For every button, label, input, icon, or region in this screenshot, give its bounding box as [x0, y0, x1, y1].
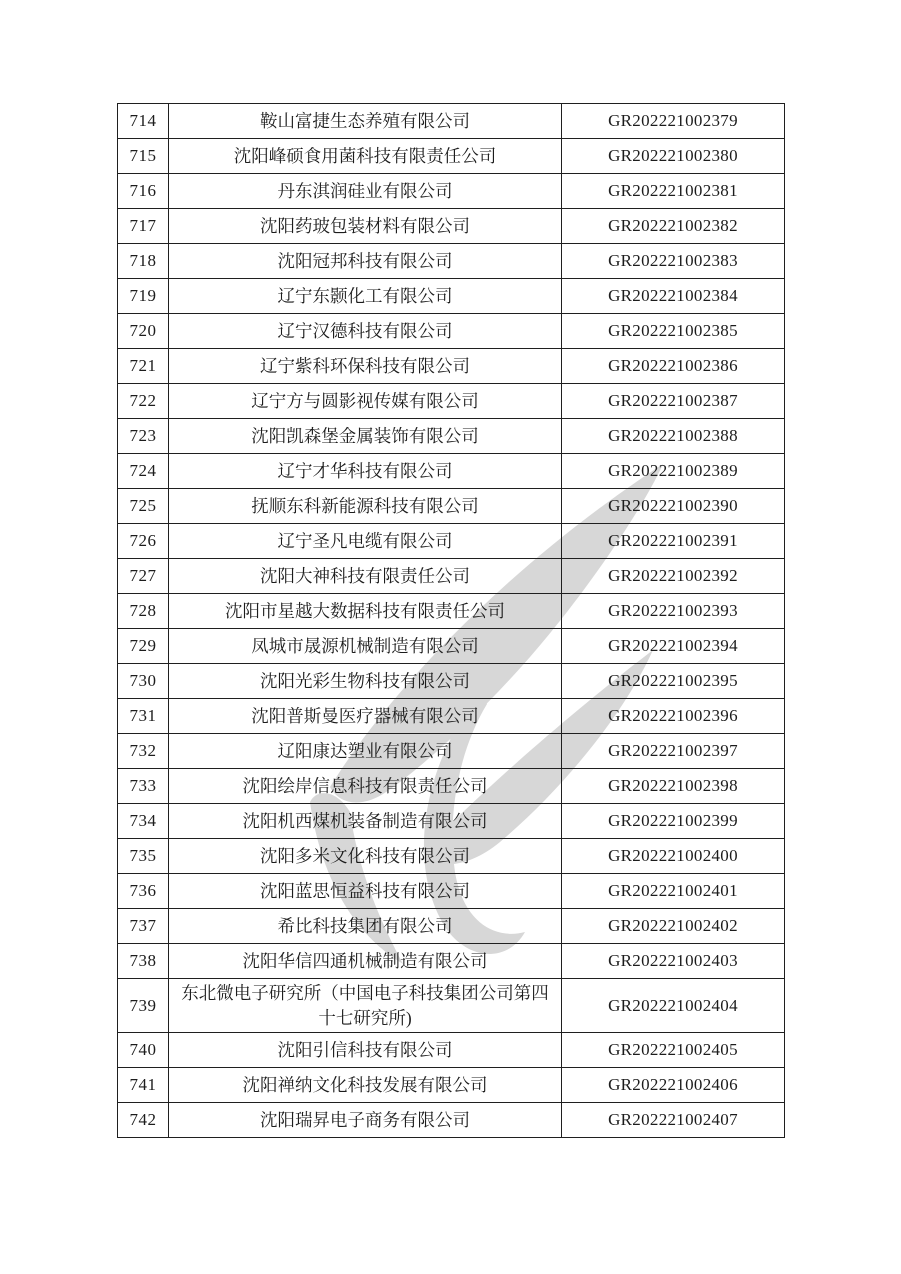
- table-row: [118, 594, 785, 629]
- row-serial-number: 734: [118, 804, 169, 839]
- row-serial-number: 720: [118, 314, 169, 349]
- company-name: 沈阳引信科技有限公司: [169, 1033, 562, 1068]
- company-name: 沈阳机西煤机装备制造有限公司: [169, 804, 562, 839]
- certificate-number: GR202221002382: [562, 209, 785, 244]
- row-serial-number: 736: [118, 874, 169, 909]
- certificate-number: GR202221002379: [562, 104, 785, 139]
- table-row: [118, 349, 785, 384]
- row-serial-number: 728: [118, 594, 169, 629]
- table-row: [118, 909, 785, 944]
- row-serial-number: 729: [118, 629, 169, 664]
- row-serial-number: 741: [118, 1068, 169, 1103]
- company-name: 沈阳市星越大数据科技有限责任公司: [169, 594, 562, 629]
- certificate-number: GR202221002395: [562, 664, 785, 699]
- company-certificate-table: [117, 103, 785, 1138]
- company-name: 东北微电子研究所（中国电子科技集团公司第四十七研究所): [169, 979, 562, 1033]
- company-name: 辽宁汉德科技有限公司: [169, 314, 562, 349]
- certificate-number: GR202221002384: [562, 279, 785, 314]
- table-row: [118, 734, 785, 769]
- row-serial-number: 727: [118, 559, 169, 594]
- table-row: [118, 139, 785, 174]
- row-serial-number: 718: [118, 244, 169, 279]
- table-row: [118, 804, 785, 839]
- row-serial-number: 719: [118, 279, 169, 314]
- row-serial-number: 723: [118, 419, 169, 454]
- company-name: 沈阳蓝思恒益科技有限公司: [169, 874, 562, 909]
- certificate-number: GR202221002405: [562, 1033, 785, 1068]
- company-name: 沈阳华信四通机械制造有限公司: [169, 944, 562, 979]
- table-row: [118, 769, 785, 804]
- table-row: [118, 279, 785, 314]
- company-name: 沈阳冠邦科技有限公司: [169, 244, 562, 279]
- table-row: [118, 944, 785, 979]
- table-row: [118, 664, 785, 699]
- company-name: 沈阳瑞昇电子商务有限公司: [169, 1103, 562, 1138]
- company-name: 丹东淇润硅业有限公司: [169, 174, 562, 209]
- company-name: 沈阳禅纳文化科技发展有限公司: [169, 1068, 562, 1103]
- company-name: 辽宁东颢化工有限公司: [169, 279, 562, 314]
- certificate-number: GR202221002386: [562, 349, 785, 384]
- row-serial-number: 731: [118, 699, 169, 734]
- table-row: [118, 979, 785, 1033]
- certificate-number: GR202221002388: [562, 419, 785, 454]
- row-serial-number: 724: [118, 454, 169, 489]
- row-serial-number: 725: [118, 489, 169, 524]
- certificate-number: GR202221002399: [562, 804, 785, 839]
- table-row: [118, 524, 785, 559]
- company-name: 辽阳康达塑业有限公司: [169, 734, 562, 769]
- certificate-number: GR202221002398: [562, 769, 785, 804]
- company-name: 希比科技集团有限公司: [169, 909, 562, 944]
- company-name: 抚顺东科新能源科技有限公司: [169, 489, 562, 524]
- certificate-number: GR202221002391: [562, 524, 785, 559]
- table-row: [118, 1033, 785, 1068]
- company-name: 沈阳峰硕食用菌科技有限责任公司: [169, 139, 562, 174]
- company-name: 沈阳光彩生物科技有限公司: [169, 664, 562, 699]
- row-serial-number: 715: [118, 139, 169, 174]
- certificate-number: GR202221002404: [562, 979, 785, 1033]
- table-row: [118, 209, 785, 244]
- certificate-number: GR202221002406: [562, 1068, 785, 1103]
- certificate-number: GR202221002400: [562, 839, 785, 874]
- company-name: 沈阳凯森堡金属装饰有限公司: [169, 419, 562, 454]
- company-name: 凤城市晟源机械制造有限公司: [169, 629, 562, 664]
- row-serial-number: 721: [118, 349, 169, 384]
- certificate-number: GR202221002383: [562, 244, 785, 279]
- certificate-number: GR202221002394: [562, 629, 785, 664]
- row-serial-number: 714: [118, 104, 169, 139]
- certificate-number: GR202221002397: [562, 734, 785, 769]
- company-name: 沈阳多米文化科技有限公司: [169, 839, 562, 874]
- certificate-number: GR202221002403: [562, 944, 785, 979]
- company-name: 辽宁紫科环保科技有限公司: [169, 349, 562, 384]
- row-serial-number: 742: [118, 1103, 169, 1138]
- table-row: [118, 559, 785, 594]
- table-row: [118, 874, 785, 909]
- row-serial-number: 735: [118, 839, 169, 874]
- certificate-number: GR202221002387: [562, 384, 785, 419]
- row-serial-number: 737: [118, 909, 169, 944]
- certificate-number: GR202221002402: [562, 909, 785, 944]
- certificate-number: GR202221002380: [562, 139, 785, 174]
- table-row: [118, 489, 785, 524]
- certificate-number: GR202221002390: [562, 489, 785, 524]
- table-row: [118, 629, 785, 664]
- certificate-number: GR202221002381: [562, 174, 785, 209]
- row-serial-number: 730: [118, 664, 169, 699]
- table-row: [118, 454, 785, 489]
- company-name: 鞍山富捷生态养殖有限公司: [169, 104, 562, 139]
- table-row: [118, 419, 785, 454]
- row-serial-number: 738: [118, 944, 169, 979]
- table-row: [118, 839, 785, 874]
- row-serial-number: 740: [118, 1033, 169, 1068]
- company-name: 沈阳药玻包装材料有限公司: [169, 209, 562, 244]
- company-name: 辽宁圣凡电缆有限公司: [169, 524, 562, 559]
- certificate-number: GR202221002401: [562, 874, 785, 909]
- certificate-number: GR202221002389: [562, 454, 785, 489]
- table-row: [118, 174, 785, 209]
- table-row: [118, 1068, 785, 1103]
- certificate-number: GR202221002393: [562, 594, 785, 629]
- row-serial-number: 716: [118, 174, 169, 209]
- row-serial-number: 722: [118, 384, 169, 419]
- row-serial-number: 717: [118, 209, 169, 244]
- company-name: 沈阳大神科技有限责任公司: [169, 559, 562, 594]
- company-name: 沈阳绘岸信息科技有限责任公司: [169, 769, 562, 804]
- table-row: [118, 699, 785, 734]
- certificate-number: GR202221002385: [562, 314, 785, 349]
- row-serial-number: 726: [118, 524, 169, 559]
- table-body: [118, 104, 785, 1138]
- row-serial-number: 739: [118, 979, 169, 1033]
- row-serial-number: 733: [118, 769, 169, 804]
- certificate-number: GR202221002396: [562, 699, 785, 734]
- company-name: 辽宁方与圆影视传媒有限公司: [169, 384, 562, 419]
- table-row: [118, 104, 785, 139]
- company-name: 辽宁才华科技有限公司: [169, 454, 562, 489]
- company-name: 沈阳普斯曼医疗器械有限公司: [169, 699, 562, 734]
- table-row: [118, 384, 785, 419]
- row-serial-number: 732: [118, 734, 169, 769]
- certificate-number: GR202221002407: [562, 1103, 785, 1138]
- table-row: [118, 314, 785, 349]
- certificate-number: GR202221002392: [562, 559, 785, 594]
- table-row: [118, 1103, 785, 1138]
- table-row: [118, 244, 785, 279]
